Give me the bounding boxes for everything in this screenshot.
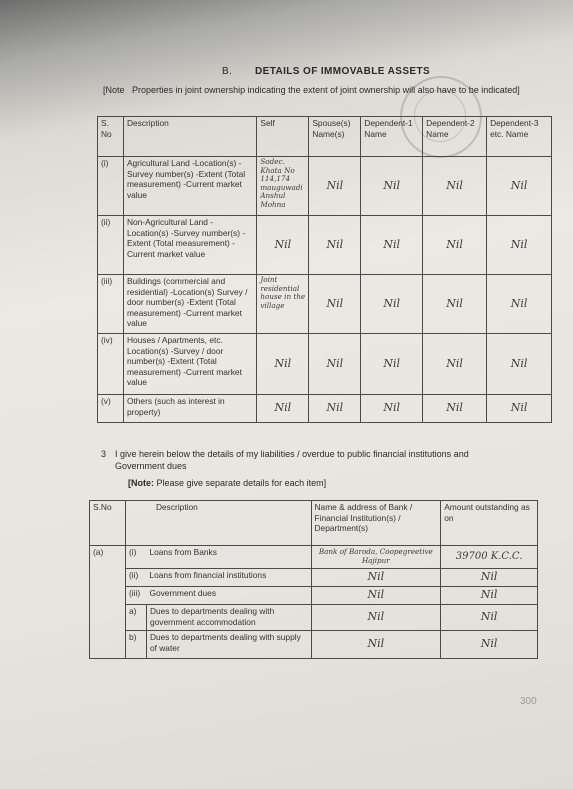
row-index: (i) (125, 546, 146, 569)
liabilities-header-row (90, 501, 538, 546)
table-row (98, 275, 552, 334)
row-bank: Nil (311, 587, 441, 605)
row-self: Nil (257, 216, 309, 275)
row-sno: (iii) (98, 275, 124, 334)
row-bank: Nil (311, 605, 441, 631)
row-dependent-2: Nil (423, 216, 487, 275)
header-bank: Name & address of Bank / Financial Institution(s) / Department(s) (311, 501, 441, 546)
row-index: (ii) (125, 569, 146, 587)
table-row (90, 569, 538, 587)
liabilities-table (89, 500, 538, 659)
table-row (98, 334, 552, 395)
table-row (90, 631, 538, 659)
row-dependent-2: Nil (423, 157, 487, 216)
header-sno: S.No (90, 501, 126, 546)
row-dependent-1: Nil (361, 275, 423, 334)
row-description: Dues to departments dealing with supply of water (146, 631, 311, 659)
row-spouse: Nil (309, 334, 361, 395)
table-row (98, 216, 552, 275)
row-amount: Nil (441, 569, 538, 587)
row-bank: Nil (311, 569, 441, 587)
row-self: Nil (257, 395, 309, 423)
page-heading: DETAILS OF IMMOVABLE ASSETS (255, 66, 431, 77)
row-dependent-3: Nil (487, 216, 552, 275)
row-dependent-1: Nil (361, 334, 423, 395)
table-row (90, 605, 538, 631)
note-text: Please give separate details for each item] (156, 478, 327, 488)
row-description: Dues to departments dealing with government accommodation (146, 605, 311, 631)
row-description: Government dues (146, 587, 311, 605)
row-description: Agricultural Land -Location(s) -Survey number(s) -Extent (Total measurement) -Current market value (123, 157, 256, 216)
row-dependent-1: Nil (361, 157, 423, 216)
row-dependent-3: Nil (487, 334, 552, 395)
row-dependent-2: Nil (423, 334, 487, 395)
row-description: Others (such as interest in property) (123, 395, 256, 423)
row-description: Buildings (commercial and residential) -Location(s) Survey / door number(s) -Extent (Total measurement) -Current market value (123, 275, 256, 334)
row-index: (iii) (125, 587, 146, 605)
row-dependent-2: Nil (423, 275, 487, 334)
header-spouse: Spouse(s) Name(s) (309, 117, 361, 157)
header-dependent-1: Dependent-1 Name (361, 117, 423, 157)
row-amount: Nil (441, 587, 538, 605)
row-spouse: Nil (309, 395, 361, 423)
group-label: (a) (90, 546, 126, 659)
row-spouse: Nil (309, 275, 361, 334)
row-dependent-1: Nil (361, 216, 423, 275)
page-number: 300 (520, 696, 537, 707)
table-row (90, 587, 538, 605)
header-amount: Amount outstanding as on (441, 501, 538, 546)
row-description: Non-Agricultural Land -Location(s) -Survey number(s) -Extent (Total measurement) -Current market value (123, 216, 256, 275)
liabilities-note (128, 477, 326, 489)
row-self: Sodec. Khata No 114,174 mauguwadi Anshul Mohna (257, 157, 309, 216)
row-self: Joint residential house in the village (257, 275, 309, 334)
table-row (98, 395, 552, 423)
row-spouse: Nil (309, 157, 361, 216)
row-dependent-3: Nil (487, 395, 552, 423)
note-text: Properties in joint ownership indicating the extent of joint ownership will also have to be indicated] (132, 85, 520, 95)
row-bank: Bank of Baroda, Coopegreetive Hajipur (311, 546, 441, 569)
header-dependent-2: Dependent-2 Name (423, 117, 487, 157)
header-description: Description (125, 501, 311, 546)
section-label: B. (222, 66, 233, 77)
liabilities-statement: I give herein below the details of my liabilities / overdue to public financial institutions and Government dues (115, 449, 469, 471)
row-bank: Nil (311, 631, 441, 659)
row-description: Loans from Banks (146, 546, 311, 569)
row-self: Nil (257, 334, 309, 395)
row-amount: 39700 K.C.C. (441, 546, 538, 569)
row-dependent-3: Nil (487, 157, 552, 216)
row-amount: Nil (441, 631, 538, 659)
header-dependent-3: Dependent-3 etc. Name (487, 117, 552, 157)
note-label: [Note (103, 85, 125, 95)
row-sno: (iv) (98, 334, 124, 395)
row-amount: Nil (441, 605, 538, 631)
row-spouse: Nil (309, 216, 361, 275)
row-sno: (v) (98, 395, 124, 423)
note-label: [Note: (128, 478, 154, 488)
section-number: 3 (101, 449, 107, 459)
header-self: Self (257, 117, 309, 157)
row-index: b) (125, 631, 146, 659)
header-sno: S. No (98, 117, 124, 157)
row-sno: (i) (98, 157, 124, 216)
immovable-assets-table (97, 116, 552, 423)
joint-ownership-note (103, 84, 553, 96)
row-dependent-3: Nil (487, 275, 552, 334)
row-description: Loans from financial institutions (146, 569, 311, 587)
table-row (98, 157, 552, 216)
row-index: a) (125, 605, 146, 631)
row-dependent-1: Nil (361, 395, 423, 423)
row-description: Houses / Apartments, etc. Location(s) -Survey / door number(s) -Extent (Total measurement) -Current market value (123, 334, 256, 395)
header-description: Description (123, 117, 256, 157)
row-sno: (ii) (98, 216, 124, 275)
row-dependent-2: Nil (423, 395, 487, 423)
assets-header-row (98, 117, 552, 157)
table-row (90, 546, 538, 569)
